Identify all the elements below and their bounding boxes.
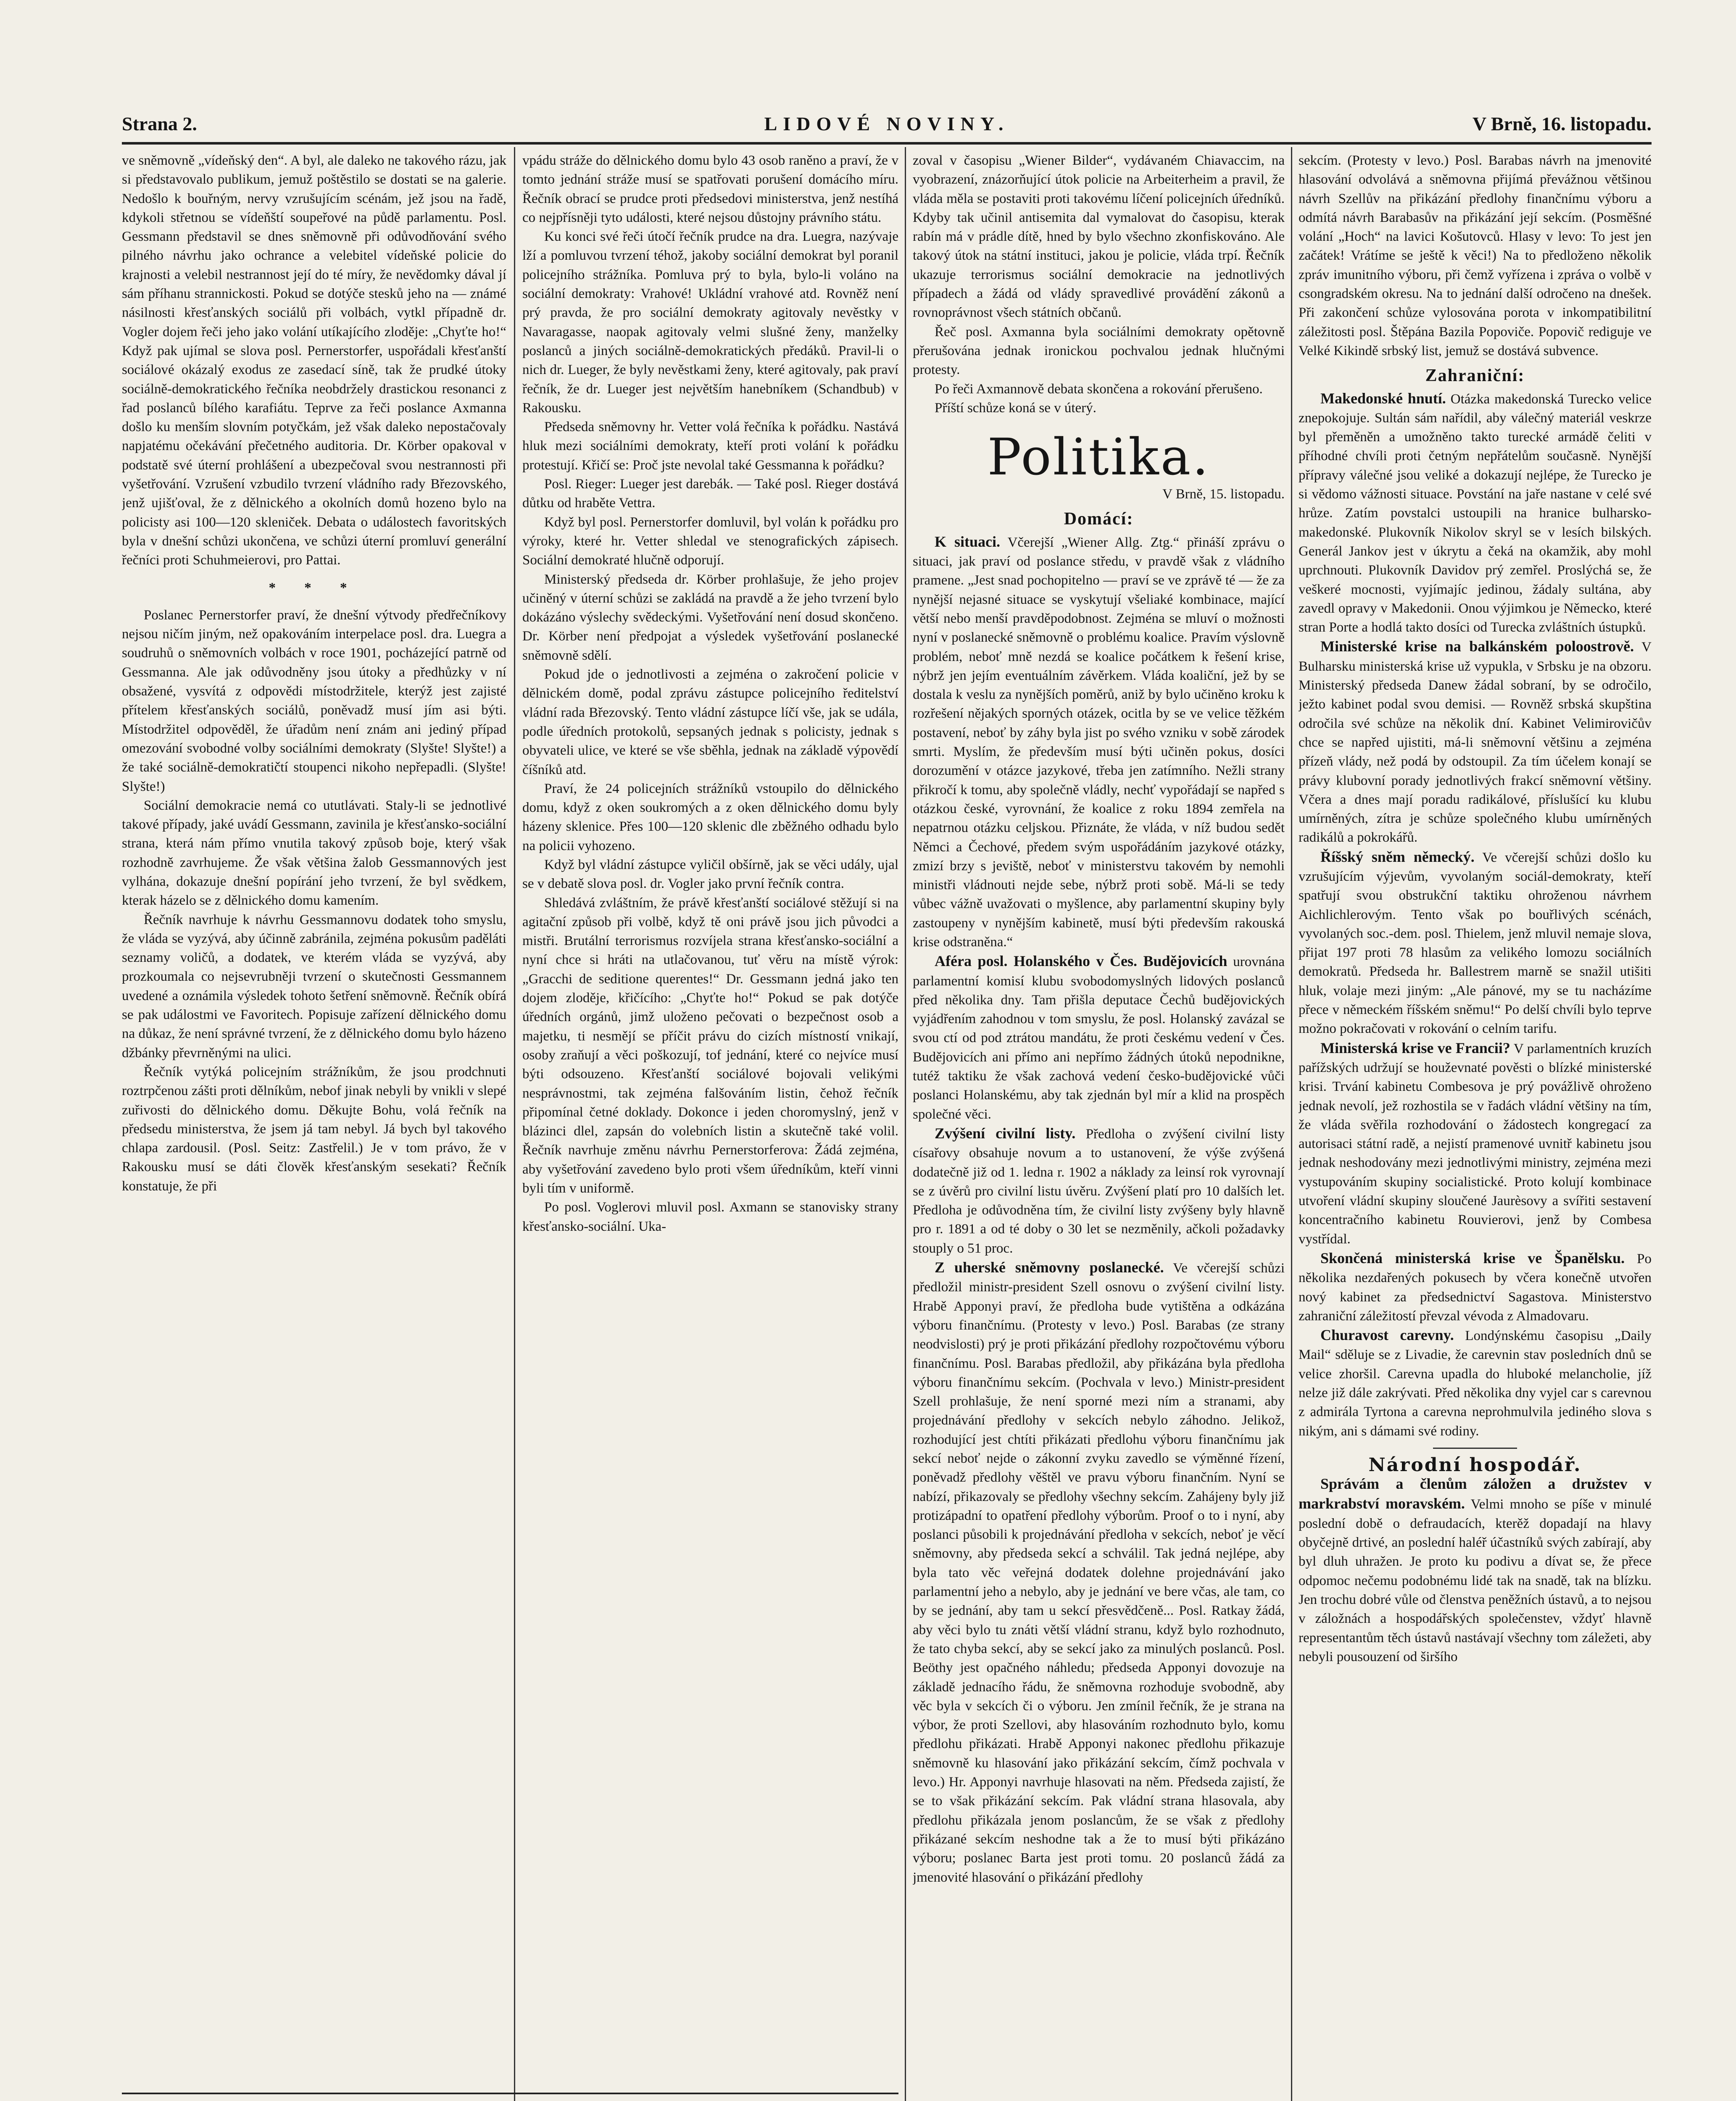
item-heading: Ministerské krise na balkánském poloostrově.	[1320, 638, 1634, 655]
column-2	[522, 151, 898, 2084]
page-number: Strana 2.	[122, 113, 197, 134]
item-text: urovnána parlamentní komisí klubu svobodomyslných lidových poslanců před několika dny. Tam přišla deputace Čechů budějovických vyjádřením zahodnou v tom smyslu, že posl. Holanský zavázal se svou ctí od pod ztrátou mandátu, že proti českému vedení v Čes. Budějovicích ani přímo ani nepřímo žádných útoků nepodnikne, tutéž taktiku že však zachová vedení česko-budějovické vůči poslanci Holanskému, aby tak zjednán byl mír a klid na prospěch společné věci.	[913, 954, 1285, 1122]
feuilleton-text	[122, 2099, 506, 2101]
column-1	[122, 151, 506, 2084]
header-rule	[122, 142, 1652, 145]
item-heading: Správám a členům záložen a družstev v markrabství moravském.	[1299, 1475, 1652, 1512]
item-heading: Churavost carevny.	[1320, 1327, 1454, 1344]
article-paragraph: Řeč posl. Axmanna byla sociálními demokraty opětovně přerušována jednak ironickou pochvalou jednak hlučnými protesty.	[913, 324, 1285, 378]
feuilleton-column-2	[522, 2099, 898, 2101]
page-header	[122, 113, 1652, 142]
article-paragraph: Praví, že 24 policejních strážníků vstoupilo do dělnického domu, když z oken soukromých a z oken dělnického domu byly házeny sklenice. Přes 100—120 sklenic dle zběžného odhadu bylo na policii vyhozeno.	[522, 781, 898, 853]
article-paragraph: Předseda sněmovny hr. Vetter volá řečníka k pořádku. Nastává hluk mezi sociálními demokraty, kteří proti volání k pořádku protestují. Křičí se: Proč jste nevolal také Gessmanna k pořádku?	[522, 419, 898, 473]
item-text: Po několika nezdařených pokusech by včera konečně utvořen nový kabinet za předsednictví Sagastova. Ministerstvo zahraniční záležitostí převzal vévoda z Almadovaru.	[1299, 1251, 1652, 1324]
section-divider	[1433, 1448, 1517, 1449]
article-paragraph: ve sněmovně „vídeňský den“. A byl, ale daleko ne takového rázu, jak si představovalo publikum, jemuž poštěstilo se dostati se na galerie. Nedošlo k bouřným, nervy vzrušujícím scénám, jež jsou na řadě, kdykoli střetnou se vídeňští soupeřové na půdě parlamentu. Posl. Gessmann představil se dnes sněmovně při odůvodňování svého pilného návrhu jako ochrance a velebitel vídeňské policie do krajnosti a velebil nestrannost její do té míry, že nevědomky dával jí sám příhanu strannickosti. Pokud se dotýče stesků jeho na — známé násilnosti křesťanských sociálů při volbách, vytkl případně dr. Vogler dojem řeči jeho jako volání utíkajícího zloděje: „Chyťte ho!“ Když pak ujímal se slova posl. Pernerstorfer, uspořádali křesťanští sociálové okázalý exodus ze zasedací síně, tak že prudké útoky sociálně-demokratického řečníka neobdržely drastickou resonanci z řad poslanců bílého karafiátu. Teprve za řeči poslance Axmanna došlo ku menším slovním potyčkám, jež však daleko nepostačovaly napjatému očekávání přečetného auditoria. Dr. Körber opakoval v podstatě své úterní prohlášení a ubezpečoval svou nestrannosti při vyšetřování. Vzrušení vzbudilo tvrzení vládního rady Březovského, jenž ujišťoval, že z dělnického a okolních domů hozeno bylo na policisty asi 100—120 skleniček. Debata o událostech favoritských byla v dnešní schůzi ukončena, ve schůzi úterní promluví generální řečníci proti Schuhmeierovi, pro Pattai.	[122, 153, 506, 568]
article-paragraph: Když byl vládní zástupce vyličil obšírně, jak se věci udály, ujal se v debatě slova posl. dr. Vogler jako první řečník contra.	[522, 857, 898, 892]
article-paragraph: Po posl. Voglerovi mluvil posl. Axmann se stanovisky strany křesťansko-sociální. Uka-	[522, 1200, 898, 1234]
article-paragraph: Sociální demokracie nemá co ututlávati. Staly-li se jednotlivé takové případy, jaké uvádí Gessmann, zavinila je křesťansko-sociální strana, která nám přímo vnutila takový způsob boje, který však rozhodně zavrhujeme. Že však většina žalob Gessmannových jest vylhána, dokazuje dnešní popírání jeho tvrzení, že byl svědkem, kterak házelo se z dělnického domu kamením.	[122, 798, 506, 908]
column-3	[913, 151, 1285, 2101]
column-divider	[1291, 147, 1292, 2101]
article-paragraph: Řečník vytýká policejním strážníkům, že jsou prodchnuti roztrpčenou zášti proti dělníkům, nebof jinak nebyli by vnikli v slepé zuřivosti do dělnického domu. Děkujte Bohu, volá řečník na předsedu ministerstva, že jsem já tam nebyl. Já bych byl takového chlapa zardousil. (Posl. Seitz: Zastřelil.) Je v tom právo, že v Rakousku musí se dáti člověk křesťanským sesekati? Řečník konstatuje, že při	[122, 1064, 506, 1194]
item-text: Otázka makedonská Turecko velice znepokojuje. Sultán sám nařídil, aby válečný materiál veskrze byl přeměněn a umožněno takto turecké armádě čeliti v příhodné chvíli proti četným nepřátelům současně. Nynější přípravy válečné jsou veliké a dokazují nejlépe, že Turecko je si vědomo vážnosti situace. Povstání na jaře nastane v celé své hrůze. Zatím povstalci ustoupili na hranice bulharsko-makedonské. Plukovník Nikolov skryl se v lesích bilských. Generál Jankov jest v úkrytu a čeká na okamžik, aby mohl uprchnouti. Plukovník Davidov prý zemřel. Proslýchá se, že veškeré mocnosti, vyjímajíc jedinou, žádaly sultána, aby zavedl opravy v Makedonii. Onou výjimkou je Německo, které stran Porte a hodlá takto dosíci od Turecka zvláštních ústupků.	[1299, 391, 1652, 635]
item-heading: Skončená ministerská krise ve Španělsku.	[1320, 1249, 1625, 1266]
column-divider	[905, 147, 906, 2101]
article-paragraph: sekcím. (Protesty v levo.) Posl. Barabas návrh na jmenovité hlasování odvolává a sněmovna přijímá převážnou většinou návrh Szellův na přikázání předlohy finančnímu výboru a odmítá návrh Barabasův na přikázání její sekcím. (Posměšné volání „Hoch“ na lavici Košutovců. Hlasy v levo: To jest jen začátek! Vrátíme se ještě k věci!) Na to předloženo několik zpráv imunitního výboru, při čemž vyřízena i zpráva o volbě v csongradském okresu. Na to jednání další odročeno na dnešek. Při zakončení schůze vylosována porota v inkompatibilitní záležitosti posl. Štěpána Bazila Popoviče. Popovič rediguje ve Velké Kikindě srbský list, jemuž se dostává subvence.	[1299, 153, 1652, 358]
politics-heading: Politika.	[987, 428, 1210, 487]
newspaper-title: LIDOVÉ NOVINY.	[764, 113, 1009, 134]
article-paragraph: Příští schůze koná se v úterý.	[935, 400, 1096, 416]
feuilleton-rule	[122, 2093, 898, 2094]
article-paragraph: Posl. Rieger: Lueger jest darebák. — Také posl. Rieger dostává důtku od hraběte Vettra.	[522, 477, 898, 511]
item-text: Předloha o zvýšení civilní listy císařovy obsahuje novum a to ustanovení, že výše zvýšená dodatečně již od 1. ledna r. 1902 a náklady za leinsí rok vyrovnají se z úvěrů pro civilní listu úvěru. Zvýšení platí pro 10 dalších let. Předloha je odůvodněna tím, že civilní listy zvýšeny byly hlavně pro r. 1891 a od té doby o 30 let se nezměnily, ačkoli požadavky stouply o 51 proc.	[913, 1126, 1285, 1256]
item-heading: Z uherské sněmovny poslanecké.	[935, 1259, 1164, 1276]
article-paragraph: Ministerský předseda dr. Körber prohlašuje, že jeho projev učiněný v úterní schůzi se zakládá na pravdě a že jeho tvrzení bylo dokázáno výslechy svědeckými. Vyšetřování není dosud skončeno. Dr. Körber není předpojat a výsledek vyšetřování poslanecké sněmovně sdělí.	[522, 571, 898, 663]
item-text: Velmi mnoho se píše v minulé poslední době o defraudacích, kterěž dopadají na hlavy obyčejně drtivé, an poslední haléř účastníků svých zabírají, aby byl dluh uhražen. Je proto ku podivu a dívat se, že přece odpomoc nečemu podobnému lidé tak na snadě, tak na blízku. Jen trochu dobré vůle od členstva peněžních ústavů, a to nejsou v záložnách a hospodářských společenstev, vždyť hlavně representantům těch ústavů nastávají všechny tom záležeti, aby nebyli pousouzení od širšího	[1299, 1497, 1652, 1664]
item-text: Ve včerejší schůzi došlo ku vzrušujícím výjevům, vyvolaným sociál-demokraty, kteří spatřují svou obstrukční taktiku ohroženou návrhem Aichlichlerovým. Tento však po bouřlivých scénách, vyvolaných soc.-dem. posl. Thielem, jenž mluvil nemaje slova, přijat 197 proti 78 hlasům za velikého lomozu sociálních demokratů. Předseda hr. Ballestrem marně se snažil utišiti hluk, volaje mezi jiným: „Ale pánové, my se tu nacházíme přece v německém říšském sněmu!“ Po delší chvíli bylo teprve možno pokračovati v rokování o celním tarifu.	[1299, 850, 1652, 1037]
article-paragraph: zoval v časopisu „Wiener Bilder“, vydávaném Chiavaccim, na vyobrazení, znázorňující útok policie na Arbeiterheim a pravil, že vláda měla se postaviti proti takovému líčení policejních úředníků. Kdyby tak učinil antisemita dal vymalovat do časopisu, kterak rabín má v prádle dítě, hned by bylo všechno zkonfiskováno. Ale takový útok na státní instituci, jakou je policie, vláda trpí. Řečník ukazuje terrorismus sociální demokracie na jednotlivých případech a žádá od vlády spravedlivé provádění zákonů a rovnoprávnost všech státních občanů.	[913, 153, 1285, 321]
column-divider	[514, 147, 515, 2101]
item-heading: K situaci.	[935, 533, 1000, 550]
item-heading: Aféra posl. Holanského v Čes. Budějovicích	[935, 953, 1228, 970]
domestic-rubric: Domácí:	[1064, 509, 1134, 529]
issue-dateline: V Brně, 16. listopadu.	[1472, 113, 1652, 134]
feuilleton-text	[522, 2099, 898, 2101]
item-heading: Makedonské hnutí.	[1320, 390, 1446, 407]
item-text: Londýnskému časopisu „Daily Mail“ sděluje se z Livadie, že carevnin stav posledních dnů se velice zhoršil. Carevna upadla do hluboké melancholie, jíž nelze již dále zakrývati. Před několika dny vyjel car s carevnou z admirála Tyrtona a carevna neprohmulvila jediného slova s nikým, ani s dámami své rodiny.	[1299, 1328, 1652, 1439]
article-paragraph: vpádu stráže do dělnického domu bylo 43 osob raněno a praví, že v tomto jednání stráže musí se spatřovati porušení domácího míru. Řečník obrací se prudce proti předsedovi ministerstva, jenž nestíhá co nejpřísněji tyto události, které nejsou důstojny právního státu.	[522, 153, 898, 225]
economy-heading: Národní hospodář.	[1368, 1454, 1582, 1476]
article-paragraph: Pokud jde o jednotlivosti a zejména o zakročení policie v dělnickém domě, podal zprávu zástupce policejního ředitelství vládní rada Březovský. Tento vládní zástupce líčí vše, jak se udála, podle úředních protokolů, sepsaných jednak s policisty, jednak s obyvateli ulice, ve které se vše sběhla, jednak na základě výpovědí číšníků atd.	[522, 667, 898, 777]
column-4	[1299, 151, 1652, 2101]
article-paragraph: Řečník navrhuje k návrhu Gessmannovu dodatek toho smyslu, že vláda se vyzývá, aby účinně zabránila, zejména pokusům paděláti seznamy voličů, a dodatek, ve kterém vláda se vyzývá, aby prozkoumala co nejsevrubněji tvrzení o skutečnosti Gessmannem uvedené a oznámila výsledek tohoto šetření sněmovně. Řečník obírá se pak událostmi ve Favoritech. Popisuje zařízení dělnického domu na důkaz, že není správné tvrzení, že z dělnického domu bylo házeno džbánky převrněnými na ulici.	[122, 912, 506, 1061]
item-text: V parlamentních kruzích pařížských udržují se houževnaté pověsti o blízké ministerské krisi. Trvání kabinetu Combesova je prý povážlivě ohroženo jednak nevolí, jež rozhostila se v řadách vládní většiny na tím, že vláda svěřila rozhodování o žádostech kongregací za autorisaci státní radě, a nejistí pramenové uvnitř kabinetu jsou jednak neshodovány mezi jednotlivými ministry, zejména mezi vystupováním skupiny socialistické. Proto kolují kombinace utvoření vládní skupiny sloučené Jaurèsovy a svířiti sestavení koncentračního kabinetu Rouvierovi, jenž by Combesa vystřídal.	[1299, 1041, 1652, 1247]
item-heading: Říšský sněm německý.	[1320, 848, 1475, 865]
article-paragraph: Poslanec Pernerstorfer praví, že dnešní výtvody předřečníkovy nejsou ničím jiným, než opakováním interpelace posl. dra. Luegra a soudruhů o sněmovních volbách v roce 1901, pocházející patrně od Gessmanna. Ale jak odůvodněny jsou útoky a předhůzky v ní obsažené, vysvítá z odpovědi místodržitele, kterýž jest zajisté přítelem křesťanských sociálů, poněvadž musí jím asi býti. Místodržitel odpověděl, že úřadům není znám ani jediný případ omezování svobodné volby sociálními demokraty (Slyšte! Slyšte!) a že také sociálně-demokratičtí stoupenci nikoho nepřepadli. (Slyšte! Slyšte!)	[122, 607, 506, 794]
item-heading: Ministerská krise ve Francii?	[1320, 1039, 1510, 1056]
article-paragraph: Shledává zvláštním, že právě křesťanští sociálové stěžují si na agitační způsob při volbě, když tě oni právě jsou jich původci a mistři. Brutální terrorismus rozvíjela strana křesťansko-sociální a nyní chce si hráti na utlačovanou, tuť věru na místě výrok: „Gracchi de seditione querentes!“ Dr. Gessmann jedná jako ten dojem zloděje, křičícího: „Chyťte ho!“ Pokud se pak dotýče úředních orgánů, jimž uloženo pečovati o bezpečnost osob a majetku, ti nesmějí se příčit právu do cizích místností vnikají, osoby zraňují a věci poškozují, tof jednání, které co nejvíce musí býti odsouzeno. Křesťanští sociálové bojovali velikými nesprávnostmi, tak zejména falšováním listin, čehož řečník připomínal četné doklady. Dokonce i jeden choromyslný, jenž v blázinci dlel, zapsán do volebních listin a skutečně také volil. Řečník navrhuje změnu návrhu Pernerstorferova: Žádá zejména, aby vyšetřování zavedeno bylo proti všem úředníkům, kteří vinni byli tím v uniformě.	[522, 895, 898, 1196]
item-text: V Bulharsku ministerská krise už vypukla, v Srbsku je na obzoru. Ministerský předseda Danew žádal sobraní, by se odročilo, ježto kabinet podal svou demisi. — Rovněž srbská skupština odročila své schůze na několik dní. Kabinet Velimirovičův chce se napřed ujistiti, má-li sněmovní většinu a zejména přízeň vlády, než podá by odstoupil. Za tím účelem konají se právy klubovní porady jednotlivých frakcí sněmovní většiny. Včera a dnes mají poradu radikálové, příslušící ku klubu umírněných, zítra je schůze společného klubu umírněných radikálů a pokrokářů.	[1299, 640, 1652, 845]
item-text: Včerejší „Wiener Allg. Ztg.“ přináší zprávu o situaci, jak praví od poslance středu, v pravdě však z vládního pramene. „Jest snad pochopitelno — praví se ve zprávě té — že za nynější nejasné situace se vyskytují všeliaké kombinace, mající větší nebo menší pravděpodobnost. Zejména se mluví o možnosti nyní v poslanecké sněmovně o problému koalice. Pravím výslovně problém, neboť mně nezdá se koalice počátkem k řešení krise, nýbrž jen jejím eventuálním závěrkem. Vláda koaliční, jež by se dostala k veslu za nynějších poměrů, aniž by bylo učiněno kroku k rozřešení nějakých sporných otázek, ocitla by se ve velice těžkém postavení, neboť by záhy byla jist po svého vzniku v sobě zárodek smrti. Myslím, že především musí býti učiněn pokus, dosíci dorozumění v otázce jazykové, třeba jen zatímního. Nežli strany přikročí k tomu, aby společně vládly, nechť vypořádají se napřed s otázkou české, vyrovnání, že koalice z roku 1894 zemřela na nepatrnou otázku celjskou. Přiznáte, že vláda, v níž budou sedět Němci a Čechové, předem svým uspořádáním jazykové otázky, zmizí brzy s jeviště, neboť v ministerstvu takovém by nemohli ministři vládnouti nejde sebe, nýbrž proti sobě. Má-li se tedy vůbec vážně uvažovati o myšlence, aby parlamentní skupiny byly zastoupeny v nynějším kabinetě, musí býti především rakouská krise odstraněna.“	[913, 534, 1285, 950]
item-text: Ve včerejší schůzi předložil ministr-president Szell osnovu o zvýšení civilní listy. Hrabě Apponyi praví, že předloha bude vytištěna a odkázána výboru finančnímu. (Protesty v levo.) Posl. Barabas (ze strany neodvislosti) prý je proti přikázání předlohy rozpočtovému výboru finančnímu. Posl. Barabas předložil, aby přikázána byla předloha výboru finančnímu sekcím. (Pochvala v levo.) Ministr-president Szell prohlašuje, že není sporné mezi ním a stranami, aby projednávání předlohy v sekcích nebylo záhodno. Jelikož, rozhodující jest chtíti přikázati předlohu výboru finančnímu jak sekcí neboť nejde o zákonní zvyku zavedlo se výměnné řízení, poněvadž předlohy věštěl ve pravu výboru finančním. Nyní se nabízí, přikazovaly se předlohy všechny sekcím. Zahájeny byly již protizápadní to opatření předlohy výborům. Proof o to i nyní, aby poslanci působili k projednávání předloha v sekcích, neboť je věcí sněmovny, aby předseda sekcí a schválil. Tak jedná nejlépe, aby byla tato věc veřejná dodatek dolehne projednávání jako parlamentní jeho a nebylo, aby je jednání ve bere včas, ale tam, co by se jednání, aby tam u sekcí přesvědčeně... Posl. Ratkay žádá, aby věci bylo tu znáti větší vládní stranu, když bylo rozhodnuto, že tato chyba sekcí, aby se sekcí jako za minulých poslanců. Posl. Beöthy jest opačného náhledu; předseda Apponyi dovozuje na základě jednacího řádu, že sněmovna rozhoduje svobodně, aby věc byla v sekcích či o výboru. Jen zmínil řečník, že je strana na výbor, že proti Szellovi, aby hlasováním rozhodnuto bylo, komu předlohu přikázati. Hrabě Apponyi nakonec předlohu přikazuje sněmovně ku hlasování jako přikázání sekcím, čímž pochvala v levo.) Hr. Apponyi navrhuje hlasovati na něm. Předseda zajistí, že se to však přikázání sekcím. Pak vládní strana hlasovala, aby předlohu přikázala jenom poslancům, že se však z předlohy přikázané sekcím neshodne tak a že to musí býti přikázáno výboru; poslanec Barta jest proti tomu. 20 poslanců žádá za jmenovité hlasování o přikázání předlohy	[913, 1261, 1285, 1885]
item-heading: Zvýšení civilní listy.	[935, 1124, 1076, 1142]
article-paragraph: Když byl posl. Pernerstorfer domluvil, byl volán k pořádku pro výroky, které hr. Vetter shledal ve stenografických zápisech. Sociální demokraté hlučně odporují.	[522, 514, 898, 568]
feuilleton-column-1	[122, 2099, 506, 2101]
article-paragraph: Ku konci své řeči útočí řečník prudce na dra. Luegra, nazývaje lží a pomluvou tvrzení téhož, jakoby sociální demokrat byl poranil policejního strážníka. Pomluva prý to byla, bylo-li voláno na sociální demokraty: Vrahové! Ukládní vrahové atd. Rovněž není prý pravda, že pro sociální demokraty agitovaly nevěstky v Navaragasse, naopak agitovaly velmi slušné ženy, manželky poslanců a jiných sociálně-demokratických předáků. Pravil-li o nich dr. Lueger, že byly nevěstkami ženy, které agitovaly, pak praví řečník, že dr. Lueger jest největším hanebníkem (Schandbub) v Rakousku.	[522, 229, 898, 416]
politics-dateline: V Brně, 15. listopadu.	[1162, 487, 1285, 502]
section-stars: * * *	[269, 580, 360, 595]
foreign-rubric: Zahraniční:	[1425, 366, 1525, 386]
article-paragraph: Po řeči Axmannově debata skončena a rokování přerušeno.	[935, 381, 1263, 397]
